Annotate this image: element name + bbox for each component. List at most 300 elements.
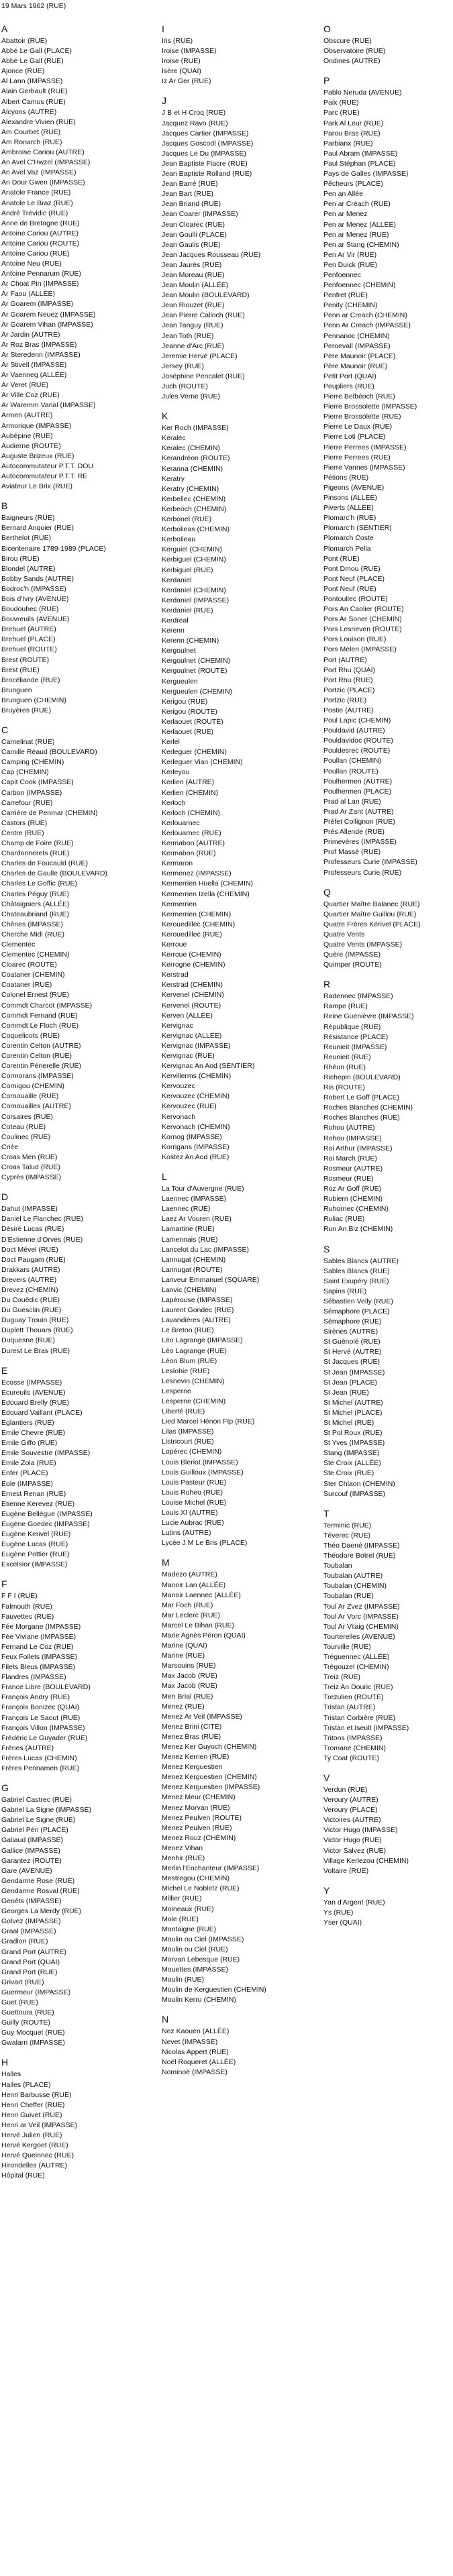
street-entry: Village Kerlezou (CHEMIN)	[323, 1856, 409, 1865]
street-entry: Tritons (IMPASSE)	[323, 1733, 383, 1742]
street-list	[323, 1785, 453, 1876]
street-entry: Nez Kaouen (ALLÉE)	[162, 2027, 230, 2036]
street-entry: Léo Lagrange (IMPASSE)	[162, 1336, 243, 1345]
street-entry: Plomarc'h (RUE)	[323, 514, 376, 523]
street-entry: Keratry	[162, 474, 185, 483]
street-entry: Mar Foch (RUE)	[162, 1601, 213, 1609]
street-entry: Brehuel (PLACE)	[1, 635, 56, 644]
street-entry: Toul Ar Vilaig (CHEMIN)	[323, 1622, 399, 1631]
street-entry: Ar Goarem (IMPASSE)	[1, 300, 74, 309]
street-entry: Carbon (IMPASSE)	[1, 788, 62, 797]
street-entry: Guilly (ROUTE)	[1, 2019, 50, 2027]
letter-section	[323, 978, 453, 1234]
section-letter-heading: O	[323, 23, 331, 34]
street-entry: François Andry (RUE)	[1, 1693, 70, 1702]
street-entry: Louis Guilloux (IMPASSE)	[162, 1468, 244, 1477]
letter-section	[1, 500, 146, 716]
letter-section	[162, 410, 306, 1163]
street-entry: Pablo Neruda (AVENUE)	[323, 89, 402, 97]
street-entry: Jean Jacques Rousseau (RUE)	[162, 250, 261, 259]
section-letter-heading: P	[323, 75, 330, 87]
street-entry: Jean Gaulis (RUE)	[162, 240, 221, 249]
street-entry: Pont Dmou (RUE)	[323, 564, 381, 573]
street-entry: Frédéric Le Guyader (RUE)	[1, 1733, 88, 1742]
street-entry: Menez Kerguestien (CHEMIN)	[162, 1773, 257, 1782]
street-entry: Ondines (AUTRE)	[323, 57, 381, 66]
street-entry: Keranna (CHEMIN)	[162, 464, 223, 473]
street-entry: Doct Mével (RUE)	[1, 1245, 58, 1254]
street-entry: Obscure (RUE)	[323, 37, 372, 45]
street-entry: Kermerrien Izella (CHEMIN)	[162, 890, 250, 898]
street-entry: Professeurs Curie (RUE)	[323, 868, 402, 877]
street-entry: Toubalan (AUTRE)	[323, 1572, 383, 1580]
street-entry: Antoine Cariou (ROUTE)	[1, 239, 80, 248]
street-entry: Laurent Gondec (RUE)	[162, 1306, 234, 1315]
street-entry: Charles de Foucauld (RUE)	[1, 859, 88, 868]
letter-section	[1, 1782, 146, 2048]
street-entry: Pors Melen (IMPASSE)	[323, 645, 397, 654]
street-entry: Port (AUTRE)	[323, 655, 367, 664]
street-entry: Chênes (IMPASSE)	[1, 920, 64, 928]
street-entry: Isère (QUAI)	[162, 67, 201, 76]
street-entry: Jersey (RUE)	[162, 362, 205, 370]
street-entry: Anne de Bretagne (RUE)	[1, 219, 80, 227]
street-entry: Moulin de Kerguestien (CHEMIN)	[162, 1986, 266, 1994]
street-entry: Jean Moreau (RUE)	[162, 270, 225, 279]
street-entry: Pen Ar Vir (RUE)	[323, 250, 377, 259]
street-entry: Jean Toth (RUE)	[162, 331, 214, 340]
street-entry: Rampe (RUE)	[323, 1002, 368, 1011]
street-entry: Léo Lagrange (RUE)	[162, 1346, 227, 1355]
street-entry: Cornouaille (RUE)	[1, 1092, 59, 1101]
street-entry: Kerven (ALLÉE)	[162, 1011, 213, 1020]
street-entry: Kerroue	[162, 940, 187, 949]
street-entry: Cherche Midi (RUE)	[1, 930, 64, 938]
street-entry: Téverec (RUE)	[323, 1531, 371, 1540]
street-entry: Ar Faou (ALLÉE)	[1, 290, 55, 299]
street-entry: André Trévidic (RUE)	[1, 209, 68, 217]
street-entry: Emile Chevre (RUE)	[1, 1429, 66, 1438]
section-letter-heading: N	[162, 2014, 169, 2025]
street-entry: Primevères (IMPASSE)	[323, 838, 397, 847]
street-entry: Gendarme Rose (RUE)	[1, 1876, 75, 1885]
street-entry: Kerbonel (RUE)	[162, 515, 212, 524]
street-entry: Kervouzec (RUE)	[162, 1102, 217, 1111]
street-list	[1, 513, 146, 716]
street-entry: Trezulien (ROUTE)	[323, 1693, 384, 1702]
street-entry: Centre (RUE)	[1, 828, 44, 837]
street-entry: Moulin (RUE)	[162, 1976, 205, 1984]
street-entry: Prés Allende (RUE)	[323, 828, 385, 837]
street-entry: Kermabon (AUTRE)	[162, 839, 225, 848]
street-entry: Duguay Trouin (RUE)	[1, 1316, 69, 1325]
street-entry: Treiz (RUE)	[323, 1673, 361, 1682]
street-entry: Criée	[1, 1142, 19, 1151]
street-entry: Baigneurs (RUE)	[1, 514, 55, 523]
street-entry: Ernest Renan (RUE)	[1, 1489, 66, 1498]
street-entry: Eugène Bellègue (IMPASSE)	[1, 1509, 93, 1518]
street-entry: Kerguiel (CHEMIN)	[162, 545, 222, 554]
street-entry: St Jean (IMPASSE)	[323, 1368, 385, 1377]
street-entry: Kerandréon (ROUTE)	[162, 454, 230, 463]
street-entry: Pierre Belbéoch (RUE)	[323, 392, 395, 401]
street-entry: Plomarch Coste	[323, 534, 374, 543]
street-entry: Gabriel La Signe (IMPASSE)	[1, 1806, 92, 1815]
street-list	[323, 88, 453, 877]
street-entry: Désiré Lucas (RUE)	[1, 1225, 64, 1234]
street-entry: Kerleguer Vian (CHEMIN)	[162, 758, 243, 767]
street-entry: Tristan (AUTRE)	[323, 1703, 376, 1712]
street-entry: Jacquez Ravo (RUE)	[162, 119, 228, 127]
street-entry: Castors (RUE)	[1, 818, 48, 827]
street-entry: Pétions (RUE)	[323, 473, 369, 482]
street-entry: D'Estienne d'Orves (RUE)	[1, 1235, 83, 1244]
street-entry: Pont Neuf (RUE)	[323, 584, 376, 593]
street-entry: Prad Ar Zant (AUTRE)	[323, 807, 394, 816]
street-entry: Kerouedillec (RUE)	[162, 930, 222, 938]
street-entry: Ambroise Cariou (AUTRE)	[1, 148, 85, 157]
street-entry: Rohou (AUTRE)	[323, 1124, 375, 1132]
street-entry: Autocommutateur P.T.T. RE	[1, 472, 88, 481]
column-3	[323, 23, 453, 1936]
street-entry: Coquelicots (RUE)	[1, 1031, 60, 1040]
street-entry: Kostez An Aod (RUE)	[162, 1152, 230, 1161]
section-letter-heading: R	[323, 979, 331, 990]
street-entry: Pors Lesneven (ROUTE)	[323, 625, 402, 634]
street-entry: France Libre (BOULEVARD)	[1, 1683, 91, 1692]
street-entry: Menez Peulven (ROUTE)	[162, 1813, 242, 1822]
street-entry: Tourterelles (AVENUE)	[323, 1632, 395, 1641]
street-entry: Kerbiguel (CHEMIN)	[162, 555, 226, 564]
street-entry: Voltaire (RUE)	[323, 1866, 369, 1875]
street-entry: Madezo (AUTRE)	[162, 1570, 217, 1579]
street-entry: Graal (IMPASSE)	[1, 1927, 56, 1936]
street-entry: An Dour Gwen (IMPASSE)	[1, 178, 85, 187]
street-entry: Run An Biz (CHEMIN)	[323, 1225, 393, 1234]
street-entry: Le Breton (RUE)	[162, 1326, 214, 1335]
street-entry: Marine (QUAI)	[162, 1642, 207, 1650]
street-entry: Jean Coarer (IMPASSE)	[162, 210, 238, 219]
street-entry: Corentin Celton (AUTRE)	[1, 1041, 81, 1050]
street-entry: Mouettes (IMPASSE)	[162, 1966, 229, 1974]
street-entry: Cloarec (ROUTE)	[1, 961, 57, 969]
street-list	[323, 36, 453, 66]
letter-section	[323, 1507, 453, 1764]
street-entry: Grivart (RUE)	[1, 1978, 44, 1986]
section-letter-heading: E	[1, 1364, 8, 1376]
street-entry: Durest Le Bras (RUE)	[1, 1346, 70, 1355]
street-entry: Jacques Le Du (IMPASSE)	[162, 149, 246, 158]
street-entry: Grand Port (QUAI)	[1, 1957, 60, 1966]
street-entry: Alcyons (AUTRE)	[1, 107, 57, 116]
section-letter-heading: F	[1, 1578, 7, 1590]
street-entry: St Michel (RUE)	[323, 1419, 374, 1427]
section-letter-heading: G	[1, 1782, 9, 1794]
street-entry: Moineaux (RUE)	[162, 1904, 214, 1913]
street-entry: Sémaphore (PLACE)	[323, 1307, 390, 1316]
street-entry: Roches Blanches (CHEMIN)	[323, 1104, 413, 1112]
street-entry: Brocéliande (RUE)	[1, 676, 60, 684]
street-entry: Kerbellec (CHEMIN)	[162, 494, 226, 503]
street-entry: Théodore Botrel (RUE)	[323, 1552, 396, 1560]
street-entry: Charles Le Goffic (RUE)	[1, 879, 78, 888]
street-entry: Menez Peulven (RUE)	[162, 1823, 232, 1832]
section-letter-heading: B	[1, 500, 8, 512]
street-entry: Pontoullec (ROUTE)	[323, 594, 388, 603]
street-entry: Roi March (RUE)	[323, 1154, 377, 1163]
street-entry: Lesnevin (CHEMIN)	[162, 1377, 225, 1385]
street-entry: Yan d'Argent (RUE)	[323, 1898, 385, 1907]
street-entry: Poulhermen (AUTRE)	[323, 777, 393, 786]
street-entry: Georges La Merdy (RUE)	[1, 1907, 82, 1916]
street-entry: Frênes (AUTRE)	[1, 1743, 54, 1752]
street-entry: Kervignac (RUE)	[162, 1052, 215, 1060]
street-entry: Keraléc	[162, 434, 186, 443]
street-entry: St Jean (PLACE)	[323, 1378, 377, 1387]
section-letter-heading: T	[323, 1507, 330, 1519]
street-entry: Kergoulnet (ROUTE)	[162, 667, 228, 676]
street-entry: Pierre Brossolette (IMPASSE)	[323, 402, 417, 411]
street-entry: Gradlon (RUE)	[1, 1937, 48, 1946]
street-entry: Rhéun (RUE)	[323, 1063, 366, 1071]
street-entry: Kerbolieas (CHEMIN)	[162, 525, 230, 534]
street-entry: Kerleyou	[162, 768, 190, 777]
street-entry: Auguste Brizeux (RUE)	[1, 451, 74, 460]
street-entry: Marine (RUE)	[162, 1652, 205, 1660]
street-entry: Commdt Le Floch (RUE)	[1, 1021, 79, 1030]
street-entry: Eugène Kerivel (RUE)	[1, 1530, 71, 1539]
street-entry: Brehuel (ROUTE)	[1, 645, 57, 654]
section-letter-heading: C	[1, 724, 9, 736]
street-entry: Ste Croix (RUE)	[323, 1469, 374, 1478]
street-entry: Brehuel (AUTRE)	[1, 625, 56, 634]
street-list	[323, 1256, 453, 1499]
street-entry: Menez Rouz (CHEMIN)	[162, 1833, 236, 1842]
street-entry: Jean Briand (RUE)	[162, 200, 221, 209]
street-entry: Kervenel (CHEMIN)	[162, 991, 224, 1000]
street-entry: Hervé Kergoet (RUE)	[1, 2141, 68, 2150]
street-entry: Iroise (IMPASSE)	[162, 47, 217, 56]
street-entry: Eugène Goedec (IMPASSE)	[1, 1519, 90, 1528]
street-entry: Menez Kerguestien	[162, 1763, 223, 1772]
street-entry: Kervonach (CHEMIN)	[162, 1122, 230, 1131]
street-entry: Pen ar Stang (CHEMIN)	[323, 240, 399, 249]
street-entry: Ster Chlaon (CHEMIN)	[323, 1479, 395, 1488]
street-entry: Veroury (PLACE)	[323, 1806, 378, 1815]
street-entry: Penn ar Creach (CHEMIN)	[323, 311, 407, 320]
street-entry: Lied Marcel Hénon Ftp (RUE)	[162, 1417, 255, 1426]
street-entry: Kerroue (CHEMIN)	[162, 951, 221, 959]
street-entry: Commdt Fernand (RUE)	[1, 1011, 78, 1020]
street-entry: Juch (ROUTE)	[162, 382, 208, 390]
letter-section	[1, 724, 146, 1183]
street-entry: Jean Tanguy (RUE)	[162, 321, 223, 330]
section-letter-heading: H	[1, 2057, 9, 2068]
street-entry: Ar Goarem Vihan (IMPASSE)	[1, 320, 93, 329]
street-entry: Quatre Vents (IMPASSE)	[323, 940, 403, 949]
street-entry: Fauvettes (RUE)	[1, 1612, 54, 1621]
street-entry: Quimper (ROUTE)	[323, 961, 382, 969]
street-list	[162, 36, 306, 87]
street-entry: Plomarc'h (SENTIER)	[323, 524, 392, 533]
street-entry: Guet (RUE)	[1, 1998, 38, 2006]
street-entry: Liberté (RUE)	[162, 1407, 205, 1416]
street-entry: Kerloch	[162, 798, 186, 807]
street-entry: Poul Lapic (CHEMIN)	[323, 716, 391, 725]
street-entry: Corentin Celton (RUE)	[1, 1052, 72, 1060]
section-letter-heading: K	[162, 411, 168, 422]
street-entry: Bodroc'h (IMPASSE)	[1, 584, 66, 593]
street-entry: Piverts (ALLÉE)	[323, 504, 374, 513]
street-entry: Sables Blancs (RUE)	[323, 1267, 390, 1275]
street-entry: Cap (CHEMIN)	[1, 768, 49, 777]
street-entry: Pennanoc (CHEMIN)	[323, 331, 390, 340]
street-entry: Menez Kerguestien (IMPASSE)	[162, 1783, 260, 1792]
street-entry: Sémaphore (RUE)	[323, 1318, 382, 1326]
street-entry: Iroise (RUE)	[162, 57, 201, 66]
street-entry: Du Couëdic (RUE)	[1, 1296, 60, 1305]
street-entry: Bobby Sands (AUTRE)	[1, 574, 74, 583]
letter-section	[1, 1578, 146, 1774]
street-entry: Sables Blancs (AUTRE)	[323, 1256, 399, 1265]
street-entry: Flandres (IMPASSE)	[1, 1673, 66, 1682]
street-entry: Berthelot (RUE)	[1, 534, 52, 543]
street-entry: Kerenn	[162, 627, 185, 635]
street-entry: Moulin ou Ciel (IMPASSE)	[162, 1935, 244, 1943]
section-letter-heading: I	[162, 23, 164, 34]
street-entry: Men Brial (RUE)	[162, 1692, 213, 1701]
street-entry: Marcel Le Bihan (RUE)	[162, 1621, 234, 1629]
street-entry: Lilas (IMPASSE)	[162, 1428, 214, 1436]
street-entry: Menhir (RUE)	[162, 1854, 205, 1863]
street-entry: Reunieit (RUE)	[323, 1053, 371, 1061]
street-entry: Charles de Gaulle (BOULEVARD)	[1, 869, 107, 878]
street-entry: Kergueulen (CHEMIN)	[162, 687, 233, 696]
street-entry: Birou (RUE)	[1, 554, 40, 563]
street-entry: Menez Kerrien (RUE)	[162, 1753, 230, 1762]
street-entry: Marie Agnès Péron (QUAI)	[162, 1631, 246, 1640]
street-entry: Autocommutateur P.T.T. DOU	[1, 462, 93, 470]
street-entry: Brest (ROUTE)	[1, 655, 50, 664]
street-entry: Guy Mocquet (RUE)	[1, 2029, 65, 2037]
street-entry: Kervillerms (CHEMIN)	[162, 1072, 232, 1081]
street-entry: St Jacques (RUE)	[323, 1358, 381, 1366]
street-entry: Pouldavidoc (ROUTE)	[323, 737, 393, 745]
street-entry: Gallice (IMPASSE)	[1, 1846, 60, 1855]
street-list	[1, 1204, 146, 1356]
street-entry: Peupliers (RUE)	[323, 382, 374, 390]
letter-section	[323, 74, 453, 877]
street-entry: Gabriel Péri (PLACE)	[1, 1826, 68, 1835]
street-entry: Henri ar Veil (IMPASSE)	[1, 2121, 78, 2129]
section-letter-heading: L	[162, 1171, 167, 1183]
street-entry: Rubiern (CHEMIN)	[323, 1195, 383, 1203]
street-entry: Pen Duick (RUE)	[323, 260, 377, 269]
street-entry: Bicentenaire 1789-1989 (PLACE)	[1, 544, 106, 553]
street-entry: Camille Réaud (BOULEVARD)	[1, 748, 97, 757]
street-entry: Toul Ar Vorc (IMPASSE)	[323, 1612, 399, 1621]
street-entry: Fée Morgane (IMPASSE)	[1, 1622, 81, 1631]
street-entry: Pors Louison (RUE)	[323, 635, 387, 644]
street-entry: Pouldesrec (ROUTE)	[323, 747, 391, 755]
street-entry: Ker Roch (IMPASSE)	[162, 424, 229, 433]
street-entry: Menez Morvan (RUE)	[162, 1803, 230, 1812]
street-entry: Pierre Perrees (RUE)	[323, 453, 391, 462]
street-entry: Bruyères (RUE)	[1, 706, 52, 714]
street-entry: Professeurs Curie (IMPASSE)	[323, 858, 417, 867]
street-entry: Cyprès (IMPASSE)	[1, 1173, 62, 1182]
street-entry: An Avel C'Hwzel (IMPASSE)	[1, 158, 91, 167]
street-entry: Emile Zola (RUE)	[1, 1459, 56, 1468]
street-entry: Reunieit (IMPASSE)	[323, 1042, 387, 1051]
street-entry: Charles Péguy (RUE)	[1, 890, 69, 898]
street-entry: Hervé Julien (RUE)	[1, 2131, 62, 2139]
street-entry: Armen (AUTRE)	[1, 411, 53, 420]
street-entry: Ecureuils (AVENUE)	[1, 1388, 66, 1397]
street-entry: Max Jacob (RUE)	[162, 1682, 217, 1690]
street-entry: Lapérouse (IMPASSE)	[162, 1296, 233, 1305]
street-entry: Nicolas Appert (RUE)	[162, 2047, 229, 2056]
street-entry: Kerlel	[162, 738, 180, 747]
street-entry: Ar Veret (RUE)	[1, 381, 49, 390]
street-entry: Duplett Thouars (RUE)	[1, 1326, 73, 1335]
street-entry: Du Guesclin (RUE)	[1, 1306, 62, 1315]
street-entry: Montaigne (RUE)	[162, 1925, 217, 1933]
street-entry: Kerdaniel	[162, 576, 192, 584]
street-entry: République (RUE)	[323, 1022, 381, 1031]
street-entry: Jacques Goscodl (IMPASSE)	[162, 139, 254, 148]
street-entry: François Le Saout (RUE)	[1, 1713, 81, 1722]
street-entry: Gendarme Rosval (RUE)	[1, 1886, 80, 1895]
street-entry: Pigeons (AVENUE)	[323, 483, 385, 492]
street-entry: Rosmeur (AUTRE)	[323, 1164, 383, 1173]
section-letter-heading: Y	[323, 1884, 330, 1896]
street-entry: Lamennais (RUE)	[162, 1235, 218, 1244]
street-list	[1, 1795, 146, 2048]
street-entry: St Jean (RUE)	[323, 1388, 369, 1397]
street-entry: Kerbolieau	[162, 535, 196, 544]
street-entry: Michel Le Nobletz (RUE)	[162, 1884, 240, 1893]
street-entry: Paix (RUE)	[323, 99, 359, 107]
street-entry: St Michel (PLACE)	[323, 1408, 383, 1417]
street-entry: Kerigou (RUE)	[162, 697, 208, 706]
street-entry: Ris (ROUTE)	[323, 1083, 365, 1092]
street-entry: Observatoire (RUE)	[323, 47, 386, 56]
street-entry: Halles (PLACE)	[1, 2080, 51, 2089]
street-entry: Port Rhu (QUAI)	[323, 665, 376, 674]
street-entry: Surcouf (IMPASSE)	[323, 1489, 385, 1498]
street-entry: Roi Arthur (IMPASSE)	[323, 1144, 393, 1152]
street-entry: F F I (RUE)	[1, 1592, 38, 1601]
street-entry: Iris (RUE)	[162, 37, 193, 45]
street-entry: Menez Vihan	[162, 1843, 203, 1852]
street-entry: Camelinat (RUE)	[1, 738, 55, 747]
street-entry: Pinsons (ALLÉE)	[323, 494, 377, 502]
street-entry: Poullan (CHEMIN)	[323, 757, 382, 765]
street-entry: Gabriel Le Signe (RUE)	[1, 1816, 76, 1825]
street-entry: Quartier Maître Balanec (RUE)	[323, 900, 420, 908]
street-entry: Ar Choat Pin (IMPASSE)	[1, 280, 79, 288]
street-entry: Pierre Loti (PLACE)	[323, 433, 386, 441]
letter-section	[1, 2056, 146, 2181]
street-entry: Ruhornec (CHEMIN)	[323, 1205, 389, 1214]
street-entry: Jean Baptiste Fiacre (RUE)	[162, 159, 248, 168]
street-entry: Ruliac (RUE)	[323, 1215, 365, 1224]
street-entry: Jean Cloarec (RUE)	[162, 220, 225, 229]
street-entry: Brunguen	[1, 686, 32, 694]
street-entry: Fernand Le Coz (RUE)	[1, 1642, 74, 1651]
column-2	[162, 23, 306, 2086]
